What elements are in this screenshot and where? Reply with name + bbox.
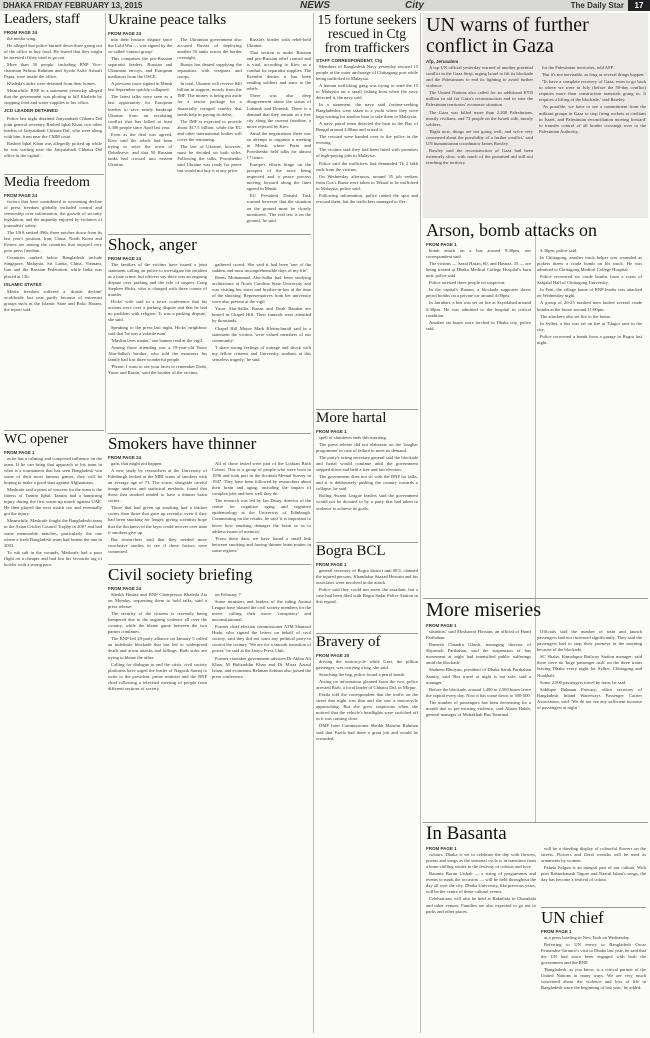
paragraph: Pahela Falgun is an integral part of our culture. With poet Rabindranath Tagore and Nazrul Islam's songs, the day has become a festival of colour.	[541, 865, 646, 883]
headline: Bravery of	[316, 635, 381, 650]
rule	[108, 234, 311, 235]
paragraph: Basanta Borun Utshab — a string of programmes and events to mark the occasion — will be held throughout the day all over the city. Dhaka University, like previous years, will be the centre of these cultural events.	[426, 871, 536, 895]
byline: FROM PAGE 1	[426, 241, 457, 247]
paragraph: driving the motorcycle while Gazi, the pillion passenger, was carrying a bag, she said.	[316, 658, 418, 670]
headline: Shock, anger	[108, 236, 197, 254]
paragraph: Police said they could not arrest the assailant, but a case had been filed with Bogra Sadar Police Station in this regard.	[316, 587, 418, 605]
paragraph: A human trafficking gang was trying to send the 15 to Malaysia on a small fishing boat when the navy detected it, the navy said.	[316, 82, 418, 100]
byline: FROM PAGE 24	[108, 255, 142, 261]
subhead: ISLAMIC STATES	[4, 281, 42, 287]
paragraph: Speaking to the press last night, Hicks' neighbour said that 'he was a volatile man'.	[108, 324, 207, 336]
story-un-chief	[541, 909, 646, 1034]
subhead: JCD LEADER DETAINED	[4, 108, 58, 114]
paragraph: Ramesh Chandra Ghosh, managing director of Shyamoli Paribahan, said the suspension of bus movement at night had intensified public sufferings amid the blockade.	[426, 642, 531, 666]
byline: FROM PAGE 20	[316, 652, 350, 658]
paragraph: Following information, police raided the spot and rescued them, but the traffickers managed to flee.	[316, 192, 418, 204]
headline: Leaders, staff	[4, 13, 80, 27]
paragraph: for the Palestinian territories, told AFP.	[542, 65, 614, 71]
paragraph: Acting on information gleaned from the two, police arrested Bizli, a local leader of Chhatra Dal, in Mirpur.	[316, 679, 418, 691]
paragraph: The BNP-led 20-party alliance on January 5 called an indefinite blockade that has led to widespread death and arson attacks and killings. Both sides are trying to blame the other.	[108, 636, 207, 660]
paragraph: Sheikh Hasina and BNP Chairperson Khaleda Zia on Monday, requesting them to hold talks, said a press release.	[108, 591, 207, 610]
paragraph: On Wednesday afternoon, around 35 job seekers from Cox's Bazar were taken to Teknaf to be trafficked to Malaysia, police said.	[316, 173, 418, 191]
paragraph: Before the blockade, around 1,400 to 2,500 buses leave the capital every day. Now it has come down to 300-500.	[426, 686, 531, 698]
paragraph: as he has a calming and composed influence on the team. If he can bring that approach to his team in what is a tournament that has seen Bangladesh win some of their most famous games, they will be hoping to make a good start against Afghanistan.	[4, 455, 102, 485]
paragraph: In the capital's Banani, a blockade supporter threw petrol bombs on a private car around 4:00pm.	[426, 287, 531, 299]
paragraph: Referring to UN envoy to Bangladesh Oscar Fernandez-Taranco's visit to Dhaka last year, he said that the UN had since been engaged with both the government and the BNP.	[541, 941, 646, 966]
paragraph: Fazila told the correspondent that the traffic on the street that night was thin and she saw a motorcycle approaching. But she grew suspicious when she noticed that the vehicle's headlights were switched off as it was coming close.	[316, 692, 418, 722]
page-number: 17	[628, 0, 650, 11]
paragraph: The research was led by Ian Deary, director of the centre for cognitive aging and cognitive epidemiology at the University of Edinburgh. Commenting on the results, he said 'it is important to know how smoking damages the brain so as to address issues of memory'.	[212, 498, 311, 534]
paragraph: Police said the traffickers had demanded Tk 2 lakh each from the victims.	[316, 160, 418, 172]
paragraph: This comprises the pro-Russian separatist leaders, Russian and Ukrainian envoys, and European mediators from the OSCE.	[108, 56, 173, 80]
paragraph: 'From these data, we have found a small link between smoking and having thinner brain matter in some regions.'	[212, 535, 311, 553]
paragraph: Even as the deal was agreed, Kiev said the rebels had been trying to seize the town of Debaltseve, and that 50 Russian tanks had crossed into eastern Ukraine.	[108, 131, 173, 168]
paragraph: All of those tested were part of the Lothian Birth Cohort. This is a group of people who were born in 1936 and took part in the Scottish Mental Survey in 1947. They have been followed by researchers about their brain and aging, including the impact of complex jobs and how well they do.	[212, 460, 311, 497]
story-basanta	[426, 824, 536, 1034]
paragraph: Some 2,500 passengers travel by train, he said.	[540, 679, 627, 685]
story-body	[541, 846, 646, 883]
paragraph: The attackers also set fire to the house.	[540, 313, 612, 319]
story-body	[426, 248, 531, 347]
story-smokers	[108, 435, 311, 563]
headline: Ukraine peace talks	[108, 13, 227, 28]
paragraph: The victims said they had been lured with promises of high-paying jobs in Malaysia.	[316, 147, 418, 159]
story-body	[426, 852, 536, 915]
story-bogra-bcl	[316, 544, 418, 632]
paragraph: Former caretaker government advisers Dr Akbar Ali Khan, M Hafizuddin Khan and Dr Mirza Azizul Islam, and economist Rehman Sobhan also joined the press conference.	[212, 655, 311, 679]
paragraph: A navy patrol team detected the boat in the Bay of Bengal around 2:00am and seized it.	[316, 121, 418, 133]
paragraph: Rawley said the reconstruction of Gaza had been extremely slow, with much of the promised aid still not reaching the territory.	[426, 147, 533, 165]
paragraph: The government does not sit with the BNP for talks, and it is deliberately pushing the country towards a collapse, he said.	[316, 474, 418, 492]
byline: FROM PAGE 1	[316, 561, 347, 567]
paragraph: Searching the bag, police found a petrol bomb.	[319, 671, 406, 677]
rule	[316, 633, 418, 634]
paragraph: The United Nations also called for an additional $705 million in aid for Gaza's reconstruction and to ease the Palestinian territories' economic situation.	[426, 90, 533, 108]
paragraph: Reem Mohammad Abu-Salha had been studying architecture at North Carolina State University and was visiting her sister and brother-in-law at the time of the shooting. Representatives from her university were also present at the vigil.	[212, 275, 311, 305]
paragraph: The law of Ukraine, however, must be decided on both sides. Following the talks, Poroshenko said Ukraine was ready for peace but would not buy it at any price.	[177, 143, 242, 174]
paragraph: will be a dazzling display of colourful flowers on the streets. Flowers and floral wreaths will be used as ornaments by women.	[541, 846, 646, 864]
paragraph: Officials said the number of train and launch passengers had not increased significantly. They said the passengers had to stop their journeys in the morning because of the blockade.	[537, 629, 642, 653]
paragraph: There was also deep disagreement about the status of Luhansk and Donetsk. There is a demand that they remain as a free city along the current frontline, a move rejected by Kiev.	[246, 93, 311, 129]
rule	[4, 174, 104, 175]
paragraph: A top UN official yesterday warned of another potential conflict in the Gaza Strip, urging Israel to lift its blockade and the Palestinians to end its fighting to avoid further violence.	[426, 65, 533, 89]
paragraph: 'Muslim lives matter,' one banner read at the vigil.	[111, 337, 204, 343]
headline: Media freedom	[4, 176, 90, 190]
paragraph: Khaleda's aides were detained from their homes.	[7, 81, 97, 87]
paragraph: The rescued were handed over to the police in the evening.	[316, 134, 418, 146]
paragraph: 'As possible, we have to see a commitment from the militant groups in Gaza to stop firing rockets at civilians in Israel, and Palestinian reconciliation moving forward' to transfer control of all border crossings over to the Palestinian Authority.	[539, 104, 646, 134]
paragraph: 3:30pm, police said.	[540, 247, 578, 253]
paragraph: 'Bangladesh, as you know, is a critical partner of the United Nations in many ways. We are very much concerned about the violence and loss of life in Bangladesh since the beginning of last year,' he added.	[541, 967, 646, 991]
paragraph: the media wing.	[7, 35, 37, 41]
section-city: City	[405, 0, 424, 11]
section-label: NEWS	[300, 0, 330, 11]
rule	[541, 907, 646, 908]
paragraph: The families of the victims have issued a joint statement calling on police to investigate the incident as a hate crime, but officers say there was an ongoing dispute over parking and the role of suspect Craig Stephen Hicks, who is charged with three counts of murder.	[108, 261, 207, 298]
paragraph: That section is under Russian and pro-Russian rebel control and is vital, according to Kiev, as a conduit for separatist supplies. The Kremlin denies it has been sending soldiers and arms to the rebels.	[246, 49, 311, 92]
story-body	[426, 65, 533, 167]
headline: WC opener	[4, 433, 69, 447]
story-shock-anger	[108, 236, 311, 432]
paragraph: 'But it's not inevitable, as long as several things happen.'	[542, 72, 646, 78]
story-un-gaza	[426, 15, 646, 217]
paragraph: A new study by researchers at the University of Edinburgh looked at the MRI scans of smokers with an average age of 73. The scans, alongside careful image analysis and statistical methods, found that those that smoked tended to have a thinner brain cortex.	[108, 467, 207, 504]
paragraph: A previous truce signed in Minsk last September quickly collapsed.	[108, 81, 173, 93]
paragraph: EU President Donald Tusk warned however that the situation on the ground must be closely monitored. 'The real test is on the ground,' he said.	[246, 193, 311, 223]
paragraph: The party's acting secretary general said the blockade and hartal would continue until the government stepped down and held a free and fair election.	[316, 455, 418, 473]
headline: Bogra BCL	[316, 544, 386, 559]
paragraph: Former chief election commissioner ATM Shamsul Huda, who signed the letters on behalf of civil society, said they did not want any political party to control the country. 'We are for a smooth transition of power,' he said at the Jatiyo Press Club.	[212, 624, 311, 654]
paragraph: bomb attack on a bus around 9:30pm, our correspondent said.	[426, 247, 531, 260]
paragraph: Europe's efforts hinge on the prospect of the truce being respected and a peace process moving forward along the lines agreed in Minsk.	[246, 162, 311, 192]
story-body	[108, 461, 207, 556]
headline: More miseries	[426, 600, 541, 621]
story-body	[537, 248, 642, 347]
story-body	[108, 262, 207, 377]
paragraph: Yusor Abu-Salha, Razan and Deah Barakat are buried in Chapel Hill. Their funerals were attended by thousands.	[212, 306, 311, 324]
story-body	[108, 37, 172, 225]
story-fortune-seekers	[316, 13, 418, 408]
paragraph: Calling for dialogue to end the crisis, civil society platforms have urged the leader of Nagorik Samaj to write to the president, prime minister and the BNP chief following a televised meeting of people from different sections of society.	[108, 661, 207, 691]
story-arson	[426, 221, 646, 596]
paragraph: Ruling Awami League leaders said the government would not be dictated to by a party that had taken to violence to achieve its goals.	[316, 493, 418, 511]
paragraph: into their historic dispute since the Cold War — was signed by the so-called 'contact group'.	[108, 36, 173, 54]
paragraph: Amid the negotiations there was an attempt to organise a meeting in Minsk, where Putin and Poroshenko held talks for almost 17 hours.	[246, 130, 311, 160]
divider	[105, 13, 106, 433]
story-body	[177, 37, 241, 225]
paragraph: The Ukrainian government also accused Russia of deploying another 50 tanks across the border overnight.	[177, 36, 242, 60]
byline: FROM PAGE 1	[426, 845, 457, 851]
rule	[316, 409, 418, 410]
paragraph: gathered crowd. She said it had been 'one of the saddest and most incomprehensible days of my life'.	[212, 261, 311, 273]
rule	[423, 598, 648, 599]
rule	[108, 564, 311, 565]
paragraph: A group of 20-25 masked men hurled several crude bombs at the house around 11:00pm.	[537, 300, 642, 312]
story-media-freedom	[4, 176, 102, 428]
story-body	[539, 65, 646, 167]
page-header	[0, 0, 650, 11]
byline: FROM PAGE 1	[541, 928, 572, 934]
story-body	[108, 592, 207, 693]
byline: FROM PAGE 1	[426, 623, 457, 628]
paragraph: The press release did not elaborate on the 'tougher programme' in case of failure to meet its demand.	[316, 441, 418, 453]
headline: Arson, bomb attacks on	[426, 221, 597, 240]
paragraph: But researchers said that they needed more conclusive studies to see if these factors were connected.	[108, 536, 207, 554]
paragraph: Police arrested three people on suspicion.	[429, 280, 506, 286]
paper-date: DHAKA FRIDAY FEBRUARY 13, 2015	[3, 1, 143, 10]
headline: More hartal	[316, 411, 387, 426]
headline: UN chief	[541, 909, 604, 927]
paragraph: Some ministers and leaders of the ruling Awami League have blasted the civil society members for the move, calling their move 'conspiracy' and unconstitutional.	[212, 598, 311, 623]
paragraph: on February 7.	[215, 591, 242, 597]
paragraph: Members of Bangladesh Navy yesterday rescued 15 people at the outer anchorage of Chittagong port while being trafficked to Malaysia.	[316, 63, 418, 81]
paragraph: general secretary of Bogra district unit BCL claimed the injured persons, Khandakar Sazzad Hossain and his associates were involved in the attack.	[316, 567, 418, 585]
paragraph: factors that have contributed to worsening decline of press freedom globally included control and censorship over information, the growth of security legislation, and the impunity enjoyed by violators of journalists' safety.	[4, 198, 102, 228]
story-body	[212, 461, 311, 556]
headline: In Basanta	[426, 824, 507, 844]
headline: 15 fortune seekers rescued in Ctg from traffickers	[317, 13, 417, 56]
paragraph: He alleged that police burned down three going out of the office to buy food. He feared that they might be arrested if they tried to go out.	[4, 42, 102, 60]
byline: FROM PAGE 24	[108, 585, 142, 591]
byline: FROM PAGE 24	[108, 454, 142, 460]
story-ukraine	[108, 13, 311, 233]
headline: UN warns of further conflict in Gaza	[426, 15, 589, 57]
rule	[108, 433, 311, 434]
paragraph: Police recovered a bomb from a garage in Bogra last night.	[537, 333, 642, 345]
byline: FROM PAGE 24	[4, 29, 38, 35]
paragraph: The security of the citizens is currently being hampered due to the ongoing violence all over the country, while the blame game between the two parties continues.	[108, 611, 207, 635]
paragraph: The IMF is expected to provide about $17.5 billion, while the EU and other international bodies will cover the remaining.	[177, 118, 242, 142]
paragraph: at a press briefing in New York on Wednesday.	[544, 934, 631, 940]
story-body	[4, 36, 102, 159]
story-body	[316, 568, 418, 605]
paragraph: The latest talks were seen as a last opportunity for European leaders to save nearly bankrupt Ukraine from an escalating conflict that has killed at least 5,300 people since April last year.	[108, 94, 173, 130]
paragraph: Siddique Rahman Patwary, office secretary of Bangladesh Inland Waterways Passenger Carrier Association, said: 'We do not see any sufficient increase of passengers at night.'	[537, 686, 642, 710]
byline: Afp, Jerusalem	[426, 59, 459, 64]
masthead: The Daily Star	[570, 1, 624, 10]
rule	[4, 430, 104, 431]
story-body	[316, 659, 418, 742]
paragraph: Shaheen Bhuiyan, president of Dhaka Sarak Paribahan Samity, said 'Bus travel at night is not safe, said a manager.'	[426, 667, 531, 685]
paragraph: Among those attending was a 19-year-old Yusor Abu-Salha's brother, who told the mourners his family had lost three wonderful people.	[108, 344, 207, 362]
paragraph: Meanwhile, Mashrafe fought the Bangladeshi team in the Asian Cricket Council Trophy in 2007 and had some memorable matches, particularly the one where a fresh Bangladesh team had beaten the one in 2003.	[4, 518, 102, 548]
paragraph: Russia's border with rebel-held Ukraine.	[246, 36, 311, 48]
story-body	[212, 592, 311, 693]
story-body	[426, 629, 531, 719]
paragraph: colours. Dhaka is set to celebrate the day with flowers, poems and songs as the seasonal cycle is in transition from a bone-chilling winter to the festivity of colours and love.	[426, 852, 536, 870]
story-body	[212, 262, 311, 377]
paragraph: Police recovered six crude bombs from a room of Sahjalal Hall of Chittagong University.	[537, 274, 642, 286]
divider	[420, 13, 421, 1033]
paragraph: In Chittagong, another truck helper was wounded as pickets threw a crude bomb on his truck. He was admitted to Chittagong Medical College Hospital.	[537, 255, 642, 273]
byline: STAFF CORRESPONDENT, Ctg	[316, 57, 383, 63]
paragraph: In Sylhet, a bus was set on fire at Tilagor area in the city.	[537, 320, 642, 332]
paragraph: Those that had given up smoking had a thicker cortex than those that gave up recently, even if they had been smoking for longer, giving scientists hope that the thickness of the layer could recover over time if smokers give up.	[108, 505, 207, 535]
paragraph: 'I share strong feelings of outrage and shock with my fellow citizens and University students at this senseless tragedy,' he said.	[212, 344, 311, 362]
story-body	[316, 435, 418, 512]
paragraph: Meanwhile, BNP in a statement yesterday alleged that the government was plotting to kill Khaleda by stopping food and water supplies to her office.	[4, 88, 102, 106]
paragraph: spell of shutdown ends this morning.	[319, 434, 387, 440]
paragraph: 'Right now, things are not going well, and we're very concerned about the possibility of a further conflict,' said UN humanitarian coordinator James Rawley.	[426, 128, 533, 146]
paragraph: Another six buses were torched in Dhaka city, police said.	[426, 319, 531, 331]
story-body	[316, 64, 418, 205]
paragraph: Russia has denied supplying the separatists with weapons and troops.	[177, 62, 242, 80]
headline: Smokers have thinner	[108, 435, 257, 453]
paragraph: Countries ranked below Bangladesh include Singapore, Malaysia, Sri Lanka, China, Vietnam, Iran and the Russian Federation, while India was placed at 136.	[4, 255, 102, 279]
paragraph: The victims — Sazal Hasan, 60, and Hasnaz, 35 — are being treated at Dhaka Medical College Hospital's burn unit, police said.	[426, 261, 531, 279]
paragraph: To rub salt in the wounds, Mashrafe had a poor flight on a cheaper and had lost his favourite tag of bowler with a strong pace.	[4, 549, 102, 567]
paragraph: Media freedom suffered a 'drastic decline' worldwide last year partly because of extremist groups such as the Islamic State and Boko Haram, the report said.	[4, 288, 102, 312]
paragraph: In a statement, the navy said fortune-seeking Bangladeshis were taken to a yacht where they were kept waiting for another boat to take them to Malaysia.	[316, 101, 418, 120]
story-leaders	[4, 13, 102, 173]
paragraph: 'Please, I want to see your faces to remember Deah, Yusor and Razan,' said the brother of the victims.	[108, 363, 207, 375]
story-body	[4, 199, 102, 313]
paragraph: SC Shaha, Kamalapur Railway Station manager, said there were no 'huge passenger rush' on the three trains leaving Dhaka every night for Sylhet, Chittagong and Noakhali.	[537, 654, 642, 678]
divider	[313, 13, 314, 1033]
paragraph: More than 50 people, including BNP Vice-chairman Selima Rahman and Syeda Asifa Ashrafi Papia, were inside the office.	[4, 62, 102, 80]
story-more-miseries	[426, 600, 646, 820]
story-body	[4, 456, 102, 568]
paragraph: 'To have a complete recovery of Gaza, even to go back to where we were in July (before the 50-day conflict) requires more than construction materials going in. It requires a lifting of the blockade,' said Rawley.	[539, 79, 646, 103]
paragraph: gain, that might not happen.	[111, 460, 163, 466]
paragraph: Rashed Iqbal Khan was allegedly picked up while he was waiting near the Jatiyatabadi Chhatra Dal office in the capital.	[4, 140, 102, 158]
story-wc-opener	[4, 433, 102, 1035]
story-body	[247, 37, 311, 225]
byline: FROM PAGE 1	[316, 428, 347, 434]
paragraph: In Jatrabari, a bus was set on fire at Sayedabad around 6:30pm. He was admitted to the hospital in critical condition.	[426, 300, 531, 318]
story-bravery	[316, 635, 418, 1033]
paragraph: DMP Joint Commissioner Sheikh Marufur Rahman said that Fazila had done a great job and would be rewarded.	[316, 723, 418, 741]
rule	[316, 542, 418, 543]
paragraph: The Gaza war killed more than 2,200 Palestinians, mostly civilians, and 73 people on the Israeli side, mostly soldiers.	[426, 109, 533, 127]
paragraph: The USA ranked 49th, three notches down from its last year's position, Iran, China, North Korea and Eritrea are among the countries that enjoyed very poor press freedom.	[4, 230, 102, 254]
rule	[423, 822, 648, 823]
byline: FROM PAGE 24	[4, 192, 38, 198]
paragraph: In total, Ukraine will receive $40 billion in support, mostly from the IMF. The money is being put aside for a rescue package for a financially ravaged country that needs help in paying its debts.	[177, 81, 242, 117]
paragraph: Mashrafe said a point of concern for the team is the fitness of Tamim Iqbal. Tamim had a hamstring injury during the first warm-up match against UAE. He then played the next match too and eventually got the injury.	[4, 487, 102, 517]
story-civil-society	[108, 566, 311, 1034]
story-body	[537, 629, 642, 719]
paragraph: Chapel Hill Mayor Mark Kleinschmidt said in a statement the victims 'were valued members of our community'.	[212, 325, 311, 343]
paragraph: Police last night detained Jatiyatabadi Chhatra Dal joint general secretary Rashed Iqbal Khan, two other leaders of Jatiyatabadi Chhatra Dal, who were along with him, from near the CMM court.	[4, 115, 102, 139]
byline: FROM PAGE 1	[4, 449, 35, 455]
paragraph: situation,' said Mosharraf Hossain, an official of Hanif Paribahan.	[426, 629, 531, 641]
paragraph: The number of passengers has been decreasing for a month due to pre-existing violence, said Ahsan Habib, general manager of Mohakhali Bus Terminal.	[426, 699, 531, 717]
byline: FROM PAGE 24	[108, 30, 142, 36]
headline: Civil society briefing	[108, 566, 253, 584]
paragraph: Celebrations will also be held at Bakultala in Charukala and other venues. Families are also expected to go out to parks and other places.	[426, 896, 536, 914]
paragraph: Hicks' wife said in a news conference that his actions were over a parking dispute and that he had no problem with religion. 'It was a parking dispute,' she said.	[108, 299, 207, 323]
story-basanta-cont	[541, 846, 646, 906]
paragraph: In Feni, the village home of BNP leader was attacked on Wednesday night.	[537, 287, 642, 299]
story-more-hartal	[316, 411, 418, 541]
story-body	[541, 935, 646, 992]
